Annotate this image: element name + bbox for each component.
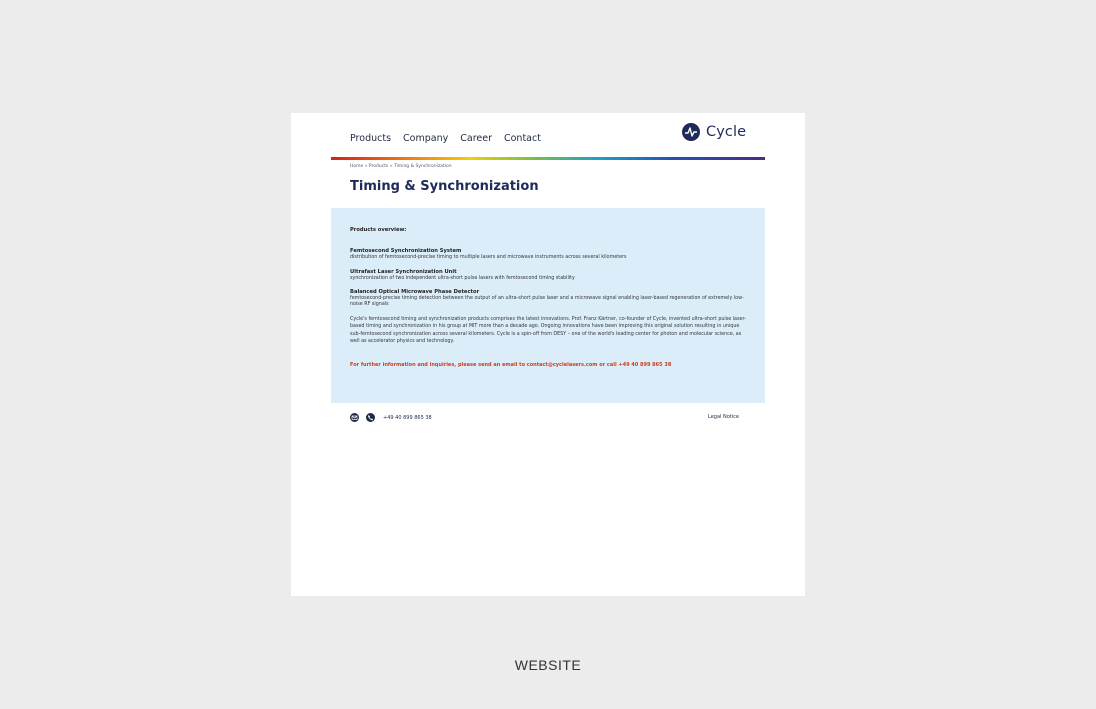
contact-line[interactable]: For further information and inquiries, please send an email to contact@cyclelasers.com or call +49 40 899 865 38 [350, 361, 672, 368]
breadcrumb[interactable]: Home » Products » Timing & Synchronization [350, 164, 452, 169]
nav-item-products[interactable]: Products [350, 133, 392, 144]
logo-text: Cycle [706, 124, 747, 140]
product-desc: distribution of femtosecond-precise timing to multiple lasers and microwave instruments across several kilometers [350, 255, 627, 261]
product-name[interactable]: Femtosecond Synchronization System [350, 248, 462, 255]
product-item [350, 269, 748, 282]
products-panel [331, 208, 765, 403]
brand-logo[interactable] [682, 123, 746, 141]
page-title: Timing & Synchronization [350, 179, 539, 194]
footer-phone[interactable]: +49 40 899 865 38 [383, 414, 432, 421]
phone-icon[interactable] [366, 413, 375, 422]
legal-notice-link[interactable]: Legal Notice [708, 414, 739, 420]
product-item [350, 289, 748, 309]
product-name[interactable]: Balanced Optical Microwave Phase Detector [350, 288, 480, 295]
footer-contact [350, 413, 432, 422]
mail-icon[interactable] [350, 413, 359, 422]
rainbow-divider [331, 157, 765, 160]
nav-item-career[interactable]: Career [460, 133, 492, 144]
about-paragraph: Cycle's femtosecond timing and synchronization products comprises the latest innovations. Prof. Franz Kärtner, co-founder of Cycle, invented ultra-short pulse laser-based timing and synchronization in his group at MIT more than a decade ago. Ongoing innovations have been improving this original solution resulting in unique sub-femtosecond synchronization across several kilometers. Cycle is a spin-off from DESY – one of the world's leading center for photon and molecular science, as well as accelerator physics and technology. [350, 316, 746, 345]
product-desc: femtosecond-precise timing detection between the output of an ultra-short pulse laser and a microwave signal enabling laser-based regeneration of extremely low-noise RF signals [350, 296, 744, 308]
product-name[interactable]: Ultrafast Laser Synchronization Unit [350, 268, 457, 275]
nav-item-company[interactable]: Company [403, 133, 449, 144]
product-item [350, 248, 748, 261]
website-screenshot-frame [291, 113, 805, 596]
main-nav [350, 133, 541, 144]
cycle-logo-icon [682, 123, 700, 141]
product-desc: synchronization of two independent ultra-short pulse lasers with femtosecond timing stability [350, 275, 575, 281]
caption: WEBSITE [514, 657, 582, 673]
nav-item-contact[interactable]: Contact [503, 133, 541, 144]
overview-heading: Products overview: [350, 227, 407, 233]
